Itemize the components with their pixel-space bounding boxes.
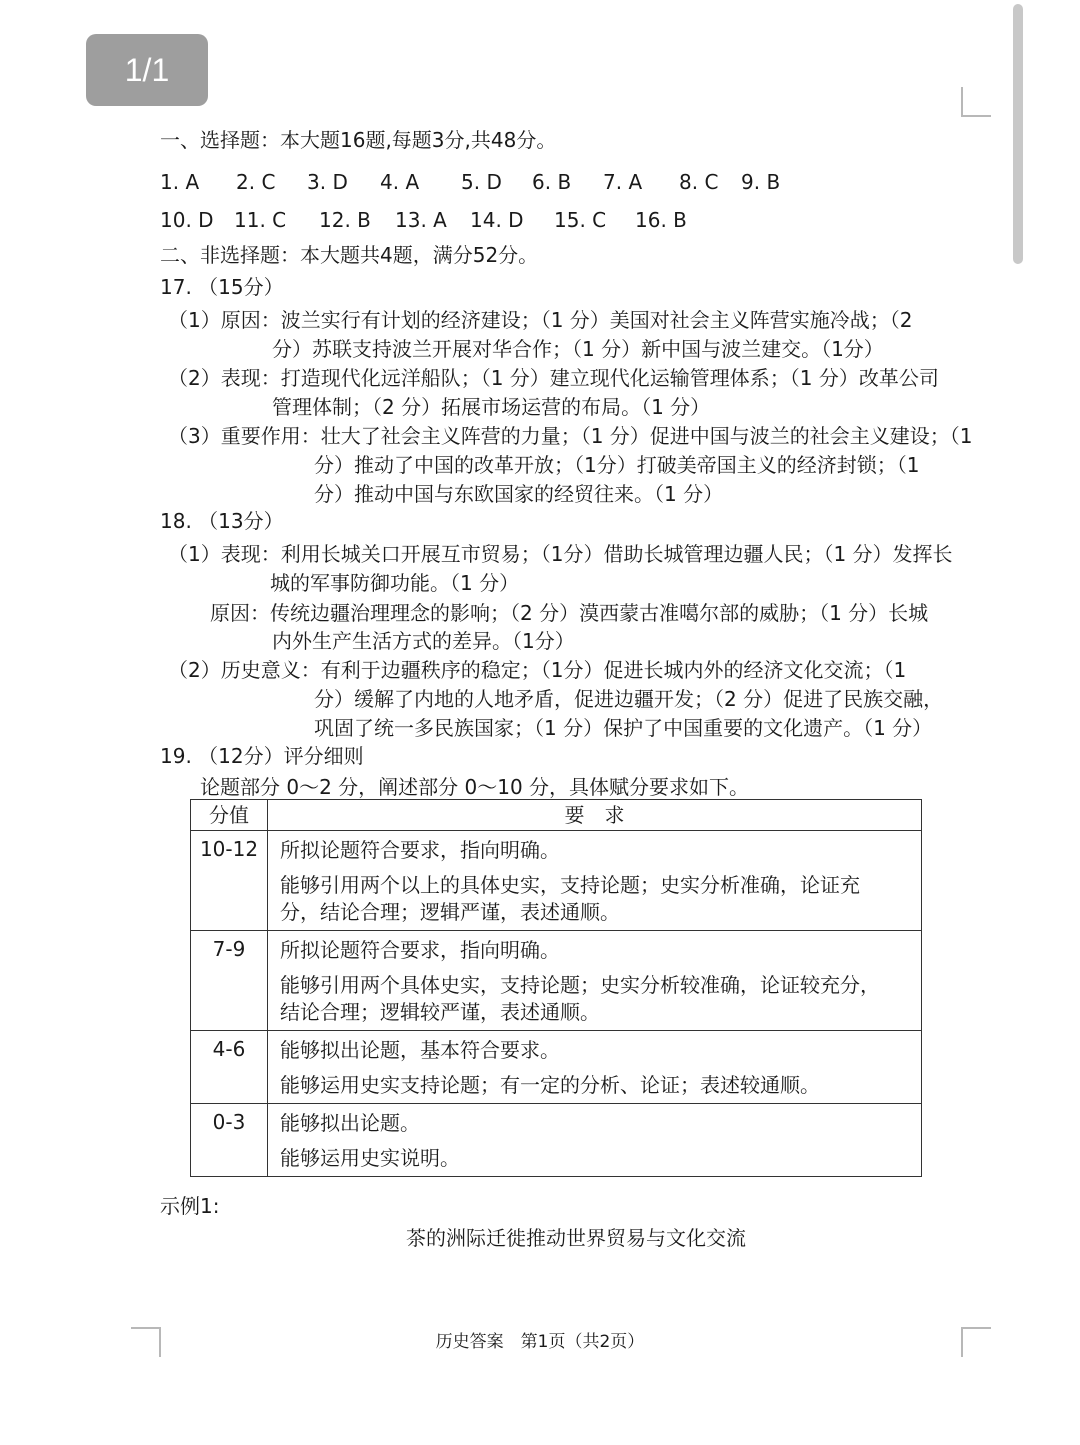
page-indicator[interactable]: 1/1 xyxy=(86,34,208,106)
scoring-rubric-table xyxy=(190,799,922,1177)
q17-line: 分）推动中国与东欧国家的经贸往来。（1 分） xyxy=(314,482,724,506)
q17-line: 管理体制；（2 分）拓展市场运营的布局。（1 分） xyxy=(272,395,711,419)
answer: 8. C xyxy=(679,170,719,194)
answer: 12. B xyxy=(319,208,371,232)
requirement-line: 分，结论合理；逻辑严谨，表述通顺。 xyxy=(280,900,620,924)
answer: 3. D xyxy=(307,170,348,194)
scrollbar[interactable] xyxy=(1013,4,1023,264)
table-row xyxy=(191,1104,922,1177)
answer: 7. A xyxy=(603,170,643,194)
example-label: 示例1: xyxy=(160,1194,220,1218)
q19-intro: 论题部分 0～2 分，阐述部分 0～10 分，具体赋分要求如下。 xyxy=(200,775,750,799)
q18-line: 内外生产生活方式的差异。（1分） xyxy=(272,629,575,653)
q18-line: （1）表现：利用长城关口开展互市贸易；（1分）借助长城管理边疆人民；（1 分）发挥长 xyxy=(168,542,953,566)
table-header-requirement: 要 求 xyxy=(268,800,922,831)
answer: 6. B xyxy=(532,170,572,194)
table-header-score: 分值 xyxy=(191,800,268,831)
q17-line: （3）重要作用：壮大了社会主义阵营的力量；（1 分）促进中国与波兰的社会主义建设；（1 xyxy=(168,424,973,448)
question-19-title: 19. （12分）评分细则 xyxy=(160,744,364,768)
page-footer: 历史答案 第1页（共2页） xyxy=(435,1332,645,1352)
section1-heading: 一、选择题：本大题16题,每题3分,共48分。 xyxy=(160,128,557,152)
table-row xyxy=(191,831,922,931)
q18-line: 原因：传统边疆治理理念的影响；（2 分）漠西蒙古准噶尔部的威胁；（1 分）长城 xyxy=(210,601,929,625)
requirement-line: 能够运用史实支持论题；有一定的分析、论证；表述较通顺。 xyxy=(280,1073,820,1097)
answer: 14. D xyxy=(470,208,524,232)
score-cell: 10-12 xyxy=(191,831,268,931)
answer: 11. C xyxy=(234,208,287,232)
table-header-row xyxy=(191,800,922,831)
requirement-line: 所拟论题符合要求，指向明确。 xyxy=(280,838,560,862)
answer: 2. C xyxy=(236,170,276,194)
requirement-line: 所拟论题符合要求，指向明确。 xyxy=(280,938,560,962)
q18-line: 巩固了统一多民族国家；（1 分）保护了中国重要的文化遗产。（1 分） xyxy=(314,716,933,740)
q17-line: （1）原因：波兰实行有计划的经济建设；（1 分）美国对社会主义阵营实施冷战；（2 xyxy=(168,308,913,332)
answer: 15. C xyxy=(554,208,607,232)
score-cell: 7-9 xyxy=(191,931,268,1031)
requirement-line: 能够拟出论题，基本符合要求。 xyxy=(280,1038,560,1062)
q17-line: 分）推动了中国的改革开放；（1分）打破美帝国主义的经济封锁；（1 xyxy=(314,453,920,477)
q18-line: 城的军事防御功能。（1 分） xyxy=(270,571,520,595)
answer: 10. D xyxy=(160,208,214,232)
requirement-cell xyxy=(268,831,922,931)
table-row xyxy=(191,1031,922,1104)
question-17-title: 17. （15分） xyxy=(160,275,284,299)
question-18-title: 18. （13分） xyxy=(160,509,284,533)
table-row xyxy=(191,931,922,1031)
example-title: 茶的洲际迁徙推动世界贸易与文化交流 xyxy=(406,1226,746,1250)
page-corner-mark xyxy=(961,87,991,117)
requirement-line: 结论合理；逻辑较严谨，表述通顺。 xyxy=(280,1000,600,1024)
q17-line: （2）表现：打造现代化远洋船队；（1 分）建立现代化运输管理体系；（1 分）改革公司 xyxy=(168,366,939,390)
requirement-line: 能够拟出论题。 xyxy=(280,1111,420,1135)
q18-line: （2）历史意义：有利于边疆秩序的稳定；（1分）促进长城内外的经济文化交流；（1 xyxy=(168,658,907,682)
answer: 4. A xyxy=(380,170,420,194)
score-cell: 0-3 xyxy=(191,1104,268,1177)
q17-line: 分）苏联支持波兰开展对华合作；（1 分）新中国与波兰建交。（1分） xyxy=(272,337,884,361)
requirement-cell xyxy=(268,931,922,1031)
requirement-line: 能够引用两个具体史实，支持论题；史实分析较准确，论证较充分， xyxy=(280,973,880,997)
answer: 16. B xyxy=(635,208,687,232)
requirement-cell xyxy=(268,1031,922,1104)
q18-line: 分）缓解了内地的人地矛盾，促进边疆开发；（2 分）促进了民族交融， xyxy=(314,687,944,711)
requirement-line: 能够引用两个以上的具体史实，支持论题；史实分析准确，论证充 xyxy=(280,873,860,897)
requirement-cell xyxy=(268,1104,922,1177)
answer: 13. A xyxy=(395,208,447,232)
section2-heading: 二、非选择题：本大题共4题，满分52分。 xyxy=(160,243,539,267)
requirement-line: 能够运用史实说明。 xyxy=(280,1146,460,1170)
answer: 1. A xyxy=(160,170,200,194)
answer: 9. B xyxy=(741,170,781,194)
score-cell: 4-6 xyxy=(191,1031,268,1104)
answer: 5. D xyxy=(461,170,502,194)
